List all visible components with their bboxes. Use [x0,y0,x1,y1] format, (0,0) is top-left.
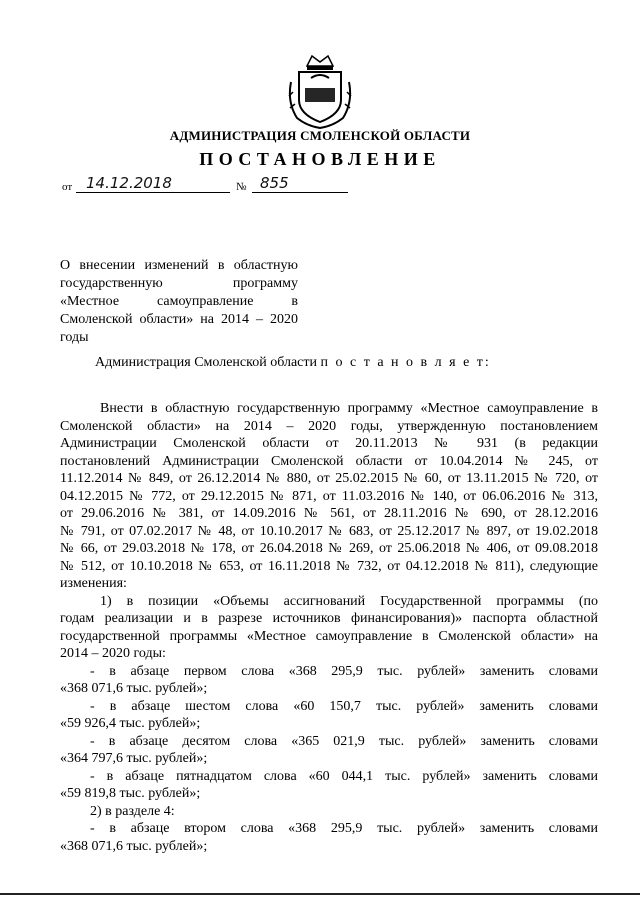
body-line: Смоленской области» на 2014 – 2020 годы, утвержденную постановлением [60,418,598,434]
body-line: государственной программы «Местное самоуправление в Смоленской области» на [60,628,598,644]
body-line: № 791, от 07.02.2017 № 48, от 10.10.2017 № 683, от 25.12.2017 № 897, от 19.02.2018 [60,523,598,539]
body-line: - в абзаце пятнадцатом слова «60 044,1 тыс. рублей» заменить словами [90,768,598,784]
body-line: «368 071,6 тыс. рублей»; [60,681,208,696]
date-number-line [62,176,362,198]
document-type-title: ПОСТАНОВЛЕНИЕ [199,149,441,169]
scan-bottom-edge [0,893,640,895]
decree-line [95,355,491,371]
coat-of-arms-emblem [285,52,355,130]
decree-verb: п о с т а н о в л я е т: [320,355,491,370]
body-line: - в абзаце шестом слова «60 150,7 тыс. рублей» заменить словами [90,698,598,714]
body-line: 2014 – 2020 годы: [60,646,166,661]
body-line: 2) в разделе 4: [90,803,175,819]
body-line: № 66, от 29.03.2018 № 178, от 26.04.2018 № 269, от 25.06.2018 № 406, от 09.08.2018 [60,541,598,556]
subject-line: государственную программу [60,276,298,291]
body-line: «368 071,6 тыс. рублей»; [60,838,208,854]
body-line: «364 797,6 тыс. рублей»; [60,751,208,766]
body-line: - в абзаце втором слова «368 295,9 тыс. рублей» заменить словами [90,821,598,836]
subject-line: О внесении изменений в областную [60,258,298,273]
document-body [60,400,598,855]
body-line: «59 926,4 тыс. рублей»; [60,716,201,731]
body-line: «59 819,8 тыс. рублей»; [60,786,201,801]
subject-line: «Местное самоуправление в [60,294,298,309]
body-line: - в абзаце первом слова «368 295,9 тыс. рублей» заменить словами [90,663,598,679]
number-prefix: № [236,181,247,193]
date-prefix: от [62,181,73,193]
date-underline [76,192,230,193]
body-line: 04.12.2015 № 772, от 29.12.2015 № 871, от 11.03.2016 № 140, от 06.06.2016 № 313, [60,488,598,504]
body-line: № 512, от 10.10.2018 № 653, от 16.11.2018 № 732, от 04.12.2018 № 811), следующие [60,558,598,574]
body-line: постановлений Администрации Смоленской области от 10.04.2014 № 245, от [60,453,598,469]
number-underline [252,192,348,193]
body-line: изменения: [60,576,127,591]
body-line: от 29.06.2016 № 381, от 14.09.2016 № 561, от 28.11.2016 № 690, от 28.12.2016 [60,506,598,521]
handwritten-date: 14.12.2018 [86,174,172,192]
body-line: Администрации Смоленской области от 20.11.2013 № 931 (в редакции [60,436,598,451]
decree-prefix: Администрация Смоленской области [95,355,321,370]
body-line: годам реализации и в разрезе источников финансирования)» паспорта областной [60,611,598,626]
subject-line: годы [60,330,89,345]
handwritten-number: 855 [260,174,289,192]
subject-line: Смоленской области» на 2014 – 2020 [60,312,298,327]
body-line: - в абзаце десятом слова «365 021,9 тыс. рублей» заменить словами [90,733,598,749]
document-subject [60,257,298,347]
organization-name: АДМИНИСТРАЦИЯ СМОЛЕНСКОЙ ОБЛАСТИ [169,128,471,143]
body-line: Внести в областную государственную программу «Местное самоуправление в [100,401,598,416]
body-line: 11.12.2014 № 849, от 26.12.2014 № 880, от 25.02.2015 № 60, от 13.11.2015 № 720, от [60,471,598,486]
body-line: 1) в позиции «Объемы ассигнований Государственной программы (по [100,593,598,609]
